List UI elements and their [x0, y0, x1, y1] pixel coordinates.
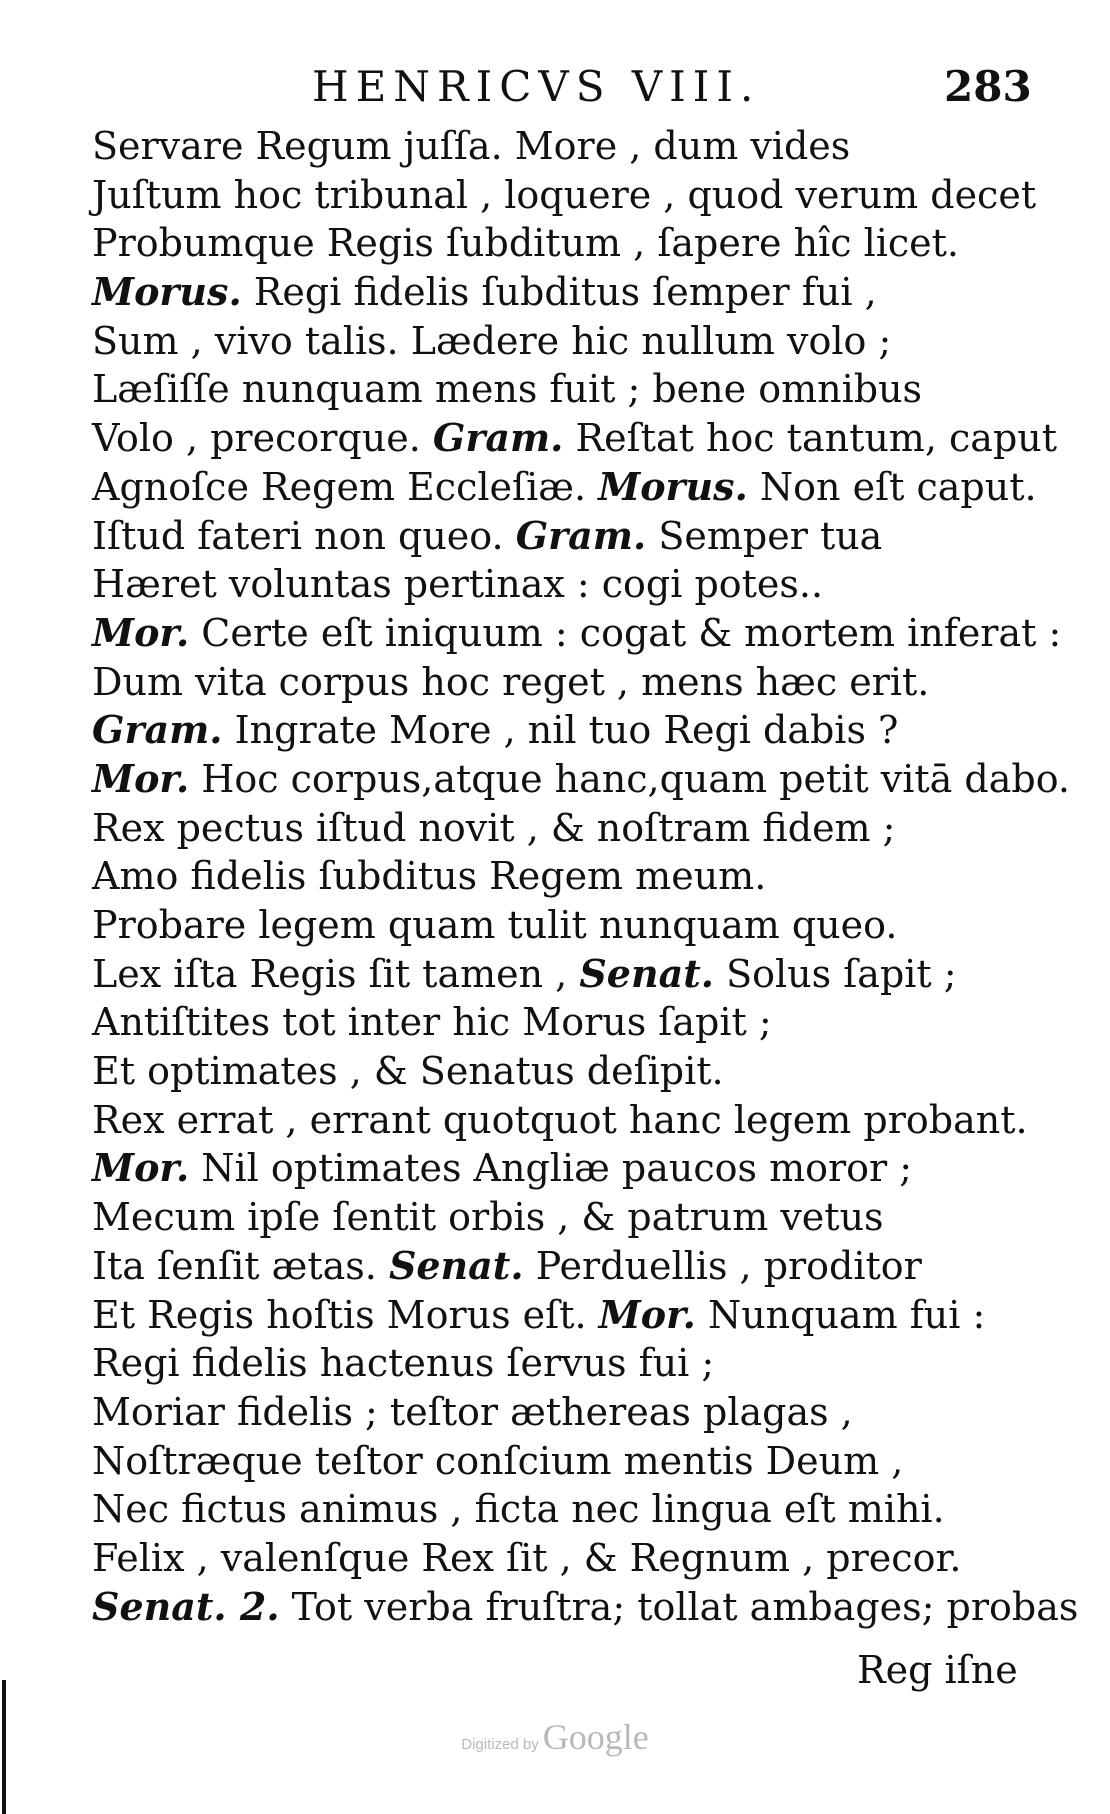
verse-text: Amo fidelis ſubditus Regem meum. — [92, 854, 767, 899]
speaker-name: Mor. — [598, 1291, 696, 1337]
speaker-name: Senat. — [388, 1242, 524, 1288]
verse-text: Lex iſta Regis ſit tamen , — [92, 951, 568, 996]
verse-line — [92, 1485, 1092, 1534]
verse-line — [92, 317, 1092, 366]
verse-line — [92, 1339, 1092, 1388]
verse-text: Moriar fidelis ; teſtor æthereas plagas , — [92, 1389, 853, 1434]
verse-line — [92, 658, 1092, 707]
verse-line — [92, 706, 1092, 755]
verse-text: Semper tua — [658, 513, 883, 558]
google-logo: Google — [542, 1717, 649, 1757]
verse-text: Dum vita corpus hoc reget , mens hæc erit. — [92, 659, 930, 704]
verse-text: Regi fidelis hactenus ſervus fui ; — [92, 1341, 715, 1386]
verse-text: Iſtud fateri non queo. — [92, 513, 504, 558]
verse-line — [92, 414, 1092, 463]
speaker-name: Morus. — [598, 463, 748, 509]
speaker-name: Senat. — [579, 950, 715, 996]
verse-line — [92, 1388, 1092, 1437]
verse-text: Certe eſt iniquum : cogat & mortem inferat : — [201, 610, 1062, 655]
verse-text: Nec fictus animus , ficta nec lingua eſt mihi. — [92, 1487, 945, 1532]
verse-line — [92, 804, 1092, 853]
verse-text: Non eſt caput. — [759, 464, 1037, 509]
speaker-name: Gram. — [515, 512, 647, 558]
verse-text: Rex pectus iſtud novit , & noſtram fidem ; — [92, 805, 896, 850]
verse-line — [92, 171, 1092, 220]
verse-text: Agnoſce Regem Eccleſiæ. — [92, 464, 587, 509]
verse-text: Perduellis , proditor — [535, 1243, 922, 1288]
verse-text: Ingrate More , nil tuo Regi dabis ? — [234, 708, 899, 753]
verse-text: Rex errat , errant quotquot hanc legem probant. — [92, 1097, 1028, 1142]
verse-line — [92, 1534, 1092, 1583]
scan-edge-mark — [2, 1680, 6, 1814]
verse-line — [92, 998, 1092, 1047]
verse-line — [92, 1096, 1092, 1145]
verse-text: Hoc corpus,atque hanc,quam petit vitā dabo. — [201, 756, 1070, 801]
verse-text: Probumque Regis ſubditum , ſapere hîc licet. — [92, 221, 960, 266]
verse-line — [92, 512, 1092, 561]
digitized-by-label: Digitized by — [461, 1736, 539, 1753]
verse-text: Probare legem quam tulit nunquam queo. — [92, 903, 898, 947]
verse-line — [92, 1583, 1092, 1632]
verse-text: Mecum ipſe ſentit orbis , & patrum vetus — [92, 1195, 884, 1240]
verse-line — [92, 122, 1092, 171]
verse-text: Regi fidelis ſubditus ſemper fui , — [253, 270, 877, 315]
verse-text: Antiſtites tot inter hic Morus ſapit ; — [92, 1000, 772, 1045]
verse-line — [92, 219, 1092, 268]
verse-line — [92, 950, 1092, 999]
speaker-name: Gram. — [432, 415, 564, 461]
verse-line — [92, 1193, 1092, 1242]
verse-text: Solus ſapit ; — [726, 951, 957, 996]
speaker-name: Mor. — [92, 755, 190, 801]
verse-block — [92, 122, 1092, 1631]
verse-text: Et optimates , & Senatus deſipit. — [92, 1049, 724, 1094]
verse-text: Servare Regum juſſa. More , dum vides — [92, 124, 851, 168]
verse-text: Volo , precorque. — [92, 416, 421, 461]
speaker-name: Mor. — [92, 1145, 190, 1191]
speaker-name: Gram. — [92, 707, 223, 753]
digitization-watermark — [0, 1716, 1110, 1758]
speaker-name: Senat. 2. — [92, 1583, 280, 1629]
verse-text: Felix , valenſque Rex ſit , & Regnum , precor. — [92, 1535, 962, 1580]
verse-text: Nunquam fui : — [707, 1292, 986, 1337]
verse-line — [92, 365, 1092, 414]
verse-line — [92, 609, 1092, 658]
verse-line — [92, 1291, 1092, 1340]
speaker-name: Mor. — [92, 609, 190, 655]
verse-text: Ita ſenſit ætas. — [92, 1243, 377, 1288]
verse-text: Noſtræque teſtor conſcium mentis Deum , — [92, 1438, 904, 1483]
speaker-name: Morus. — [92, 269, 242, 315]
verse-text: Reſtat hoc tantum, caput — [575, 416, 1058, 461]
verse-text: Nil optimates Angliæ paucos moror ; — [201, 1146, 913, 1191]
catchword: Reg iſne — [857, 1648, 1018, 1692]
verse-line — [92, 463, 1092, 512]
verse-line — [92, 1144, 1092, 1193]
running-head-title: HENRICVS VIII. — [312, 62, 761, 111]
verse-line — [92, 901, 1092, 950]
verse-text: Hæret voluntas pertinax : cogi potes.. — [92, 562, 824, 607]
verse-text: Sum , vivo talis. Lædere hic nullum volo ; — [92, 318, 892, 363]
page-number: 283 — [944, 62, 1032, 111]
verse-line — [92, 268, 1092, 317]
verse-line — [92, 852, 1092, 901]
verse-line — [92, 560, 1092, 609]
verse-text: Juſtum hoc tribunal , loquere , quod verum decet — [92, 172, 1037, 217]
verse-line — [92, 1242, 1092, 1291]
verse-line — [92, 755, 1092, 804]
verse-text: Et Regis hoſtis Morus eſt. — [92, 1292, 587, 1337]
verse-text: Læſiſſe nunquam mens fuit ; bene omnibus — [92, 367, 923, 412]
verse-line — [92, 1437, 1092, 1486]
verse-line — [92, 1047, 1092, 1096]
verse-text: Tot verba fruſtra; tollat ambages; probas — [291, 1584, 1079, 1629]
